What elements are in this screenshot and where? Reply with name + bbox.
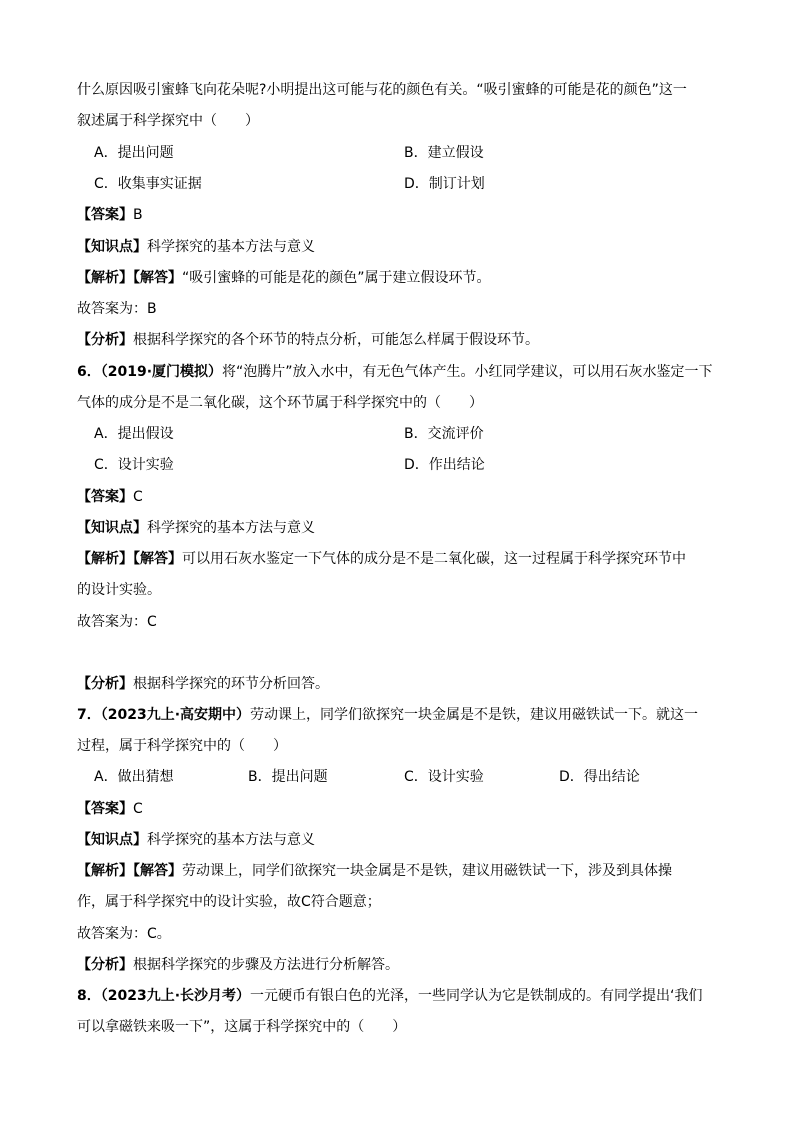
question-number: 8．: [77, 988, 101, 1004]
q5-stem-line2: 叙述属于科学探究中（ ）: [77, 113, 259, 129]
answer-value: B: [133, 207, 143, 223]
analysis-text: 劳动课上，同学们欲探究一块金属是不是铁，建议用磁铁试一下，涉及到具体操: [182, 863, 672, 879]
q5-option-a: A．提出问题: [94, 145, 174, 161]
q6-option-d: D．作出结论: [404, 457, 485, 473]
q6-option-a: A．提出假设: [94, 426, 174, 442]
q7-option-b: B．提出问题: [248, 769, 328, 785]
fenxi-text: 根据科学探究的环节分析回答。: [133, 676, 329, 692]
kp-value: 科学探究的基本方法与意义: [147, 239, 315, 255]
q6-knowledge-point: [77, 518, 315, 538]
q5-option-d: D．制订计划: [404, 176, 485, 192]
q7-answer: [77, 799, 143, 819]
kp-tag: 【知识点】: [77, 832, 147, 848]
q5-fenxi: [77, 330, 539, 350]
analysis-tag: 【解析】【解答】: [77, 863, 182, 879]
q8-stem-line2: 可以拿磁铁来吸一下”，这属于科学探究中的（ ）: [77, 1019, 407, 1035]
q8-stem-line1: [77, 986, 703, 1006]
q6-answer: [77, 487, 143, 507]
q5-answer: [77, 205, 143, 225]
answer-tag: 【答案】: [77, 801, 133, 817]
fenxi-tag: 【分析】: [77, 957, 133, 973]
question-source: （2023九上·高安期中）: [100, 707, 251, 723]
question-number: 6．: [77, 364, 101, 380]
q7-option-c: C．设计实验: [404, 769, 484, 785]
q6-analysis-line2: 的设计实验。: [77, 582, 161, 598]
question-source: （2019·厦门模拟）: [100, 364, 223, 380]
answer-tag: 【答案】: [77, 489, 133, 505]
q6-option-c: C．设计实验: [94, 457, 174, 473]
q7-analysis-line1: [77, 861, 672, 881]
analysis-text: “吸引蜜蜂的可能是花的颜色”属于建立假设环节。: [182, 270, 491, 286]
q6-stem-line2: 气体的成分是不是二氧化碳，这个环节属于科学探究中的（ ）: [77, 395, 483, 411]
q7-option-a: A．做出猜想: [94, 769, 174, 785]
q5-option-b: B．建立假设: [404, 145, 484, 161]
fenxi-text: 根据科学探究的各个环节的特点分析，可能怎么样属于假设环节。: [133, 332, 539, 348]
kp-tag: 【知识点】: [77, 520, 147, 536]
q7-fenxi: [77, 955, 399, 975]
stem-text: 劳动课上，同学们欲探究一块金属是不是铁，建议用磁铁试一下。就这一: [250, 707, 699, 723]
q5-option-c: C．收集事实证据: [94, 176, 202, 192]
q6-stem-line1: [77, 362, 713, 382]
stem-text: 一元硬币有银白色的光泽，一些同学认为它是铁制成的。有同学提出‘我们: [250, 988, 703, 1004]
q7-stem-line2: 过程，属于科学探究中的（ ）: [77, 738, 287, 754]
q6-analysis-line1: [77, 549, 686, 569]
fenxi-text: 根据科学探究的步骤及方法进行分析解答。: [133, 957, 399, 973]
kp-value: 科学探究的基本方法与意义: [147, 520, 315, 536]
answer-tag: 【答案】: [77, 207, 133, 223]
kp-tag: 【知识点】: [77, 239, 147, 255]
q6-final: 故答案为：C: [77, 614, 157, 630]
answer-value: C: [133, 801, 143, 817]
q6-option-b: B．交流评价: [404, 426, 484, 442]
fenxi-tag: 【分析】: [77, 332, 133, 348]
kp-value: 科学探究的基本方法与意义: [147, 832, 315, 848]
analysis-tag: 【解析】【解答】: [77, 551, 182, 567]
fenxi-tag: 【分析】: [77, 676, 133, 692]
q7-final: 故答案为：C。: [77, 926, 171, 942]
q5-analysis: [77, 268, 491, 288]
q7-analysis-line2: 作，属于科学探究中的设计实验，故C符合题意；: [77, 894, 381, 910]
analysis-tag: 【解析】【解答】: [77, 270, 182, 286]
question-number: 7．: [77, 707, 101, 723]
q7-stem-line1: [77, 705, 698, 725]
analysis-text: 可以用石灰水鉴定一下气体的成分是不是二氧化碳，这一过程属于科学探究环节中: [182, 551, 686, 567]
q5-final: 故答案为：B: [77, 301, 157, 317]
q6-fenxi: [77, 674, 329, 694]
question-source: （2023九上·长沙月考）: [100, 988, 251, 1004]
q5-stem-line1: 什么原因吸引蜜蜂飞向花朵呢?小明提出这可能与花的颜色有关。“吸引蜜蜂的可能是花的颜色”这一: [77, 82, 687, 98]
q7-knowledge-point: [77, 830, 315, 850]
stem-text: 将“泡腾片”放入水中，有无色气体产生。小红同学建议，可以用石灰水鉴定一下: [222, 364, 713, 380]
q7-option-d: D．得出结论: [559, 769, 640, 785]
q5-knowledge-point: [77, 237, 315, 257]
answer-value: C: [133, 489, 143, 505]
